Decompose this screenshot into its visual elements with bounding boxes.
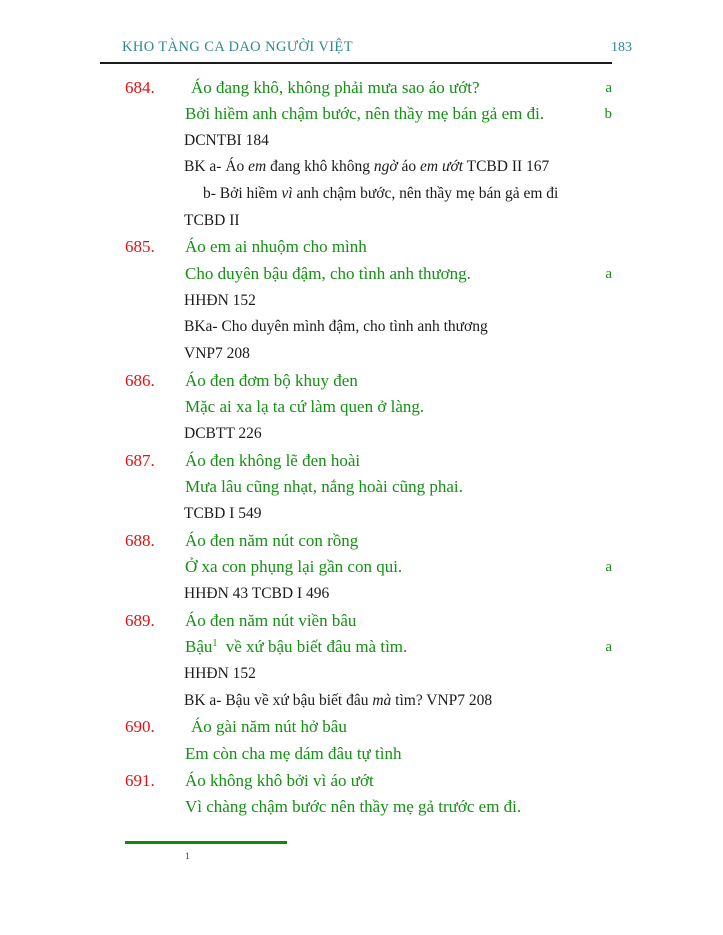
reference-segment: BK a- Áo — [184, 158, 249, 176]
reference-line — [125, 314, 612, 341]
verse-segment: Áo không khô bởi vì áo ướt — [185, 770, 374, 790]
verse-line — [125, 474, 612, 501]
verse-segment: Áo gài năm nút hở bâu — [191, 717, 347, 737]
footnote-marker: 1 — [185, 851, 190, 861]
footnote — [125, 841, 287, 861]
footnote-rule — [125, 841, 287, 844]
verse-line — [125, 394, 612, 421]
reference-segment: ngờ — [373, 158, 398, 176]
reference-line — [125, 688, 612, 715]
reference-text — [184, 158, 549, 175]
reference-segment: DCBTT 226 — [184, 425, 262, 443]
verse-line — [125, 528, 612, 555]
reference-line — [125, 208, 612, 235]
reference-segment: TCBD II 167 — [463, 158, 550, 176]
verse-segment: Bậu — [185, 637, 213, 657]
reference-line — [125, 181, 612, 208]
verse-text — [191, 78, 480, 97]
reference-text — [184, 665, 256, 682]
reference-text — [184, 212, 240, 229]
reference-text — [184, 292, 256, 309]
verse-text — [185, 531, 358, 550]
reference-text — [184, 692, 492, 709]
verse-text — [185, 771, 374, 790]
reference-line — [125, 661, 612, 688]
reference-segment: HHĐN 152 — [184, 664, 256, 682]
reference-text — [184, 318, 488, 335]
verse-text — [185, 371, 358, 390]
verse-segment: Vì chàng chậm bước nên thầy mẹ gả trước em đi. — [185, 797, 522, 817]
reference-text — [203, 185, 558, 202]
verse-text — [185, 637, 407, 656]
reference-text — [184, 505, 262, 522]
verse-line — [125, 741, 612, 768]
verse-segment: Áo đen không lẽ đen hoài — [185, 450, 361, 470]
verse-text — [185, 397, 424, 416]
verse-line — [125, 714, 612, 741]
verse-text — [185, 237, 367, 256]
reference-text — [184, 585, 329, 602]
entry-number: 688. — [125, 530, 155, 550]
variant-marker: a — [605, 639, 612, 656]
verse-text — [185, 744, 401, 763]
verse-footnote-ref: 1 — [212, 637, 218, 649]
reference-segment: HHĐN 43 TCBD I 496 — [184, 584, 330, 602]
reference-text — [184, 425, 262, 442]
entry-number: 690. — [125, 717, 155, 737]
verse-line — [125, 794, 612, 821]
verse-segment: Áo em ai nhuộm cho mình — [185, 237, 367, 257]
verse-segment: Áo đen năm nút con rồng — [185, 530, 359, 550]
verse-line — [125, 768, 612, 795]
reference-segment: BK a- Bậu về xứ bậu biết đâu — [184, 691, 373, 709]
reference-segment: em ướt — [420, 158, 464, 176]
page-header-title: KHO TÀNG CA DAO NGƯỜI VIỆT — [122, 39, 353, 55]
reference-segment: áo — [397, 158, 421, 176]
reference-segment: HHĐN 152 — [184, 291, 256, 309]
verse-segment: Bởi hiềm anh chậm bước, nên thầy mẹ bán gả em đi. — [185, 104, 545, 124]
reference-segment: em — [248, 158, 267, 176]
reference-segment: BKa- Cho duyên mình đậm, cho tình anh thương — [184, 318, 488, 336]
verse-line — [125, 261, 612, 288]
reference-line — [125, 421, 612, 448]
reference-segment: anh chậm bước, nên thầy mẹ bán gả em đi — [292, 185, 559, 203]
variant-marker: a — [605, 79, 612, 96]
verse-line — [125, 448, 612, 475]
verse-text — [185, 797, 521, 816]
reference-segment: b- Bởi hiềm — [203, 185, 282, 203]
reference-line — [125, 581, 612, 608]
entry-number: 691. — [125, 770, 155, 790]
entry-number: 685. — [125, 237, 155, 257]
reference-line — [125, 288, 612, 315]
verse-segment: Ở xa con phụng lại gần con qui. — [185, 557, 403, 577]
verse-text — [191, 717, 347, 736]
verse-text — [185, 264, 471, 283]
entries-list — [125, 75, 612, 821]
entry-number: 687. — [125, 450, 155, 470]
reference-segment: TCBD I 549 — [184, 505, 262, 522]
reference-segment: DCNTBI 184 — [184, 131, 269, 149]
verse-segment: Áo đang khô, không phải mưa sao áo ướt? — [191, 77, 480, 97]
variant-marker: a — [605, 559, 612, 576]
verse-line — [125, 101, 612, 128]
reference-line — [125, 154, 612, 181]
verse-text — [185, 104, 544, 123]
entry-number: 684. — [125, 77, 155, 97]
reference-segment: tìm? VNP7 208 — [391, 691, 493, 709]
verse-text — [185, 451, 360, 470]
verse-segment: Em còn cha mẹ dám đâu tự tình — [185, 743, 402, 763]
verse-text — [185, 611, 356, 630]
verse-segment: Mặc ai xa lạ ta cứ làm quen ở làng. — [185, 397, 425, 417]
verse-line — [125, 634, 612, 661]
verse-text — [185, 557, 402, 576]
entry-number: 686. — [125, 370, 155, 390]
entry-number: 689. — [125, 610, 155, 630]
reference-segment: mà — [372, 691, 392, 709]
page-number: 183 — [611, 40, 632, 55]
reference-text — [184, 345, 250, 362]
variant-marker: a — [605, 266, 612, 283]
header-rule — [100, 62, 612, 64]
verse-segment: Cho duyên bậu đậm, cho tình anh thương. — [185, 264, 471, 284]
verse-text — [185, 477, 463, 496]
verse-line — [125, 368, 612, 395]
reference-segment: vì — [281, 185, 293, 203]
verse-line — [125, 234, 612, 261]
reference-line — [125, 341, 612, 368]
verse-segment: Áo đen năm nút viền bâu — [185, 610, 357, 630]
reference-text — [184, 132, 269, 149]
verse-line — [125, 75, 612, 102]
verse-line — [125, 554, 612, 581]
reference-line — [125, 128, 612, 155]
reference-segment: TCBD II — [184, 211, 240, 229]
verse-segment: về xứ bậu biết đâu mà tìm. — [221, 637, 408, 657]
variant-marker: b — [604, 106, 612, 123]
verse-segment: Mưa lâu cũng nhạt, nắng hoài cũng phai. — [185, 477, 463, 497]
verse-line — [125, 608, 612, 635]
verse-segment: Áo đen đơm bộ khuy đen — [185, 370, 358, 390]
reference-line — [125, 501, 612, 528]
reference-segment: VNP7 208 — [184, 345, 250, 363]
reference-segment: đang khô không — [266, 158, 374, 176]
